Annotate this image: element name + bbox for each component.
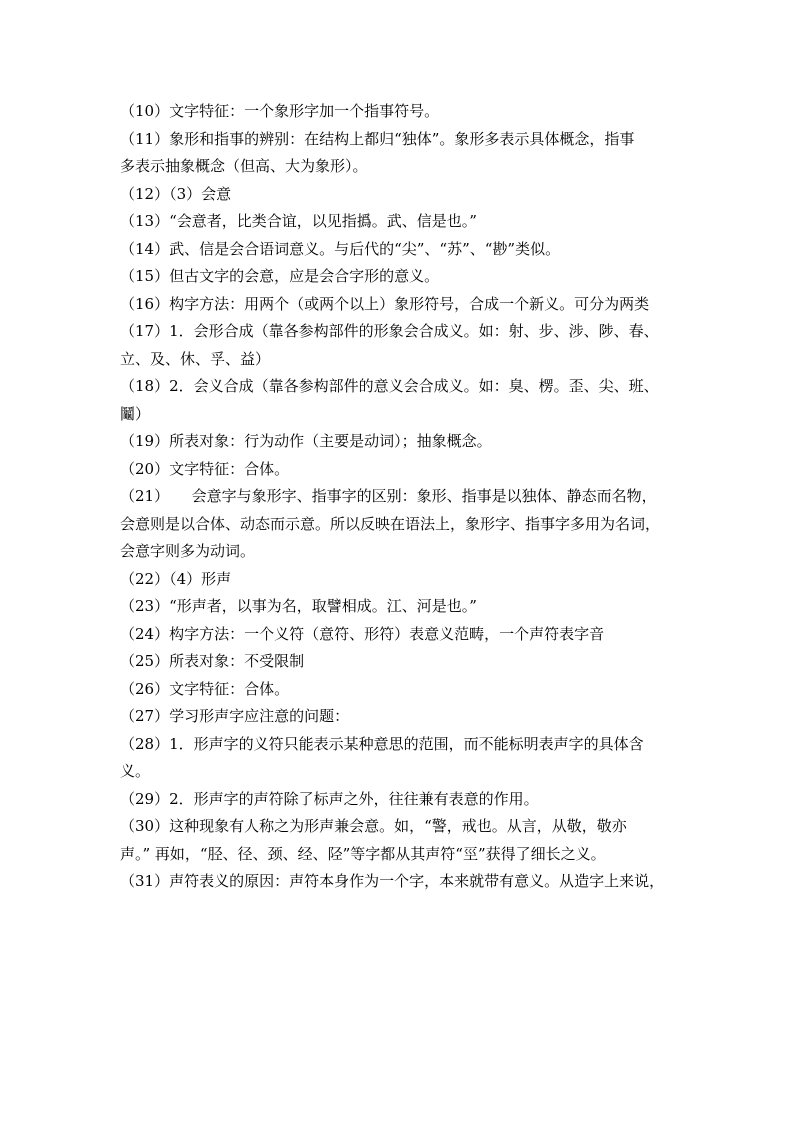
- text-line: 立、及、休、孚、益）: [120, 349, 271, 368]
- text-line: （22）（4）形声: [120, 569, 232, 588]
- text-line: （30）这种现象有人称之为形声兼会意。如，“警，戒也。从言，从敬，敬亦: [120, 817, 627, 835]
- text-line: （21） 会意字与象形字、指事字的区别：象形、指事是以独体、静态而名物，: [120, 487, 657, 505]
- text-line: （31）声符表义的原因：声符本身作为一个字，本来就带有意义。从造字上来说，: [120, 872, 665, 890]
- text-line: 会意则是以合体、动态而示意。所以反映在语法上，象形字、指事字多用为名词，: [120, 514, 661, 533]
- text-line: 义。: [120, 762, 151, 780]
- text-line: （19）所表对象：行为动作（主要是动词）；抽象概念。: [120, 432, 492, 450]
- text-line: （12）（3）会意: [120, 184, 232, 203]
- text-line: （13）“会意者，比类合谊，以见指撝。武、信是也。”: [120, 212, 477, 230]
- text-line: （14）武、信是会合语词意义。与后代的“尖”、“苏”、“尠”类似。: [120, 239, 561, 258]
- text-line: 多表示抽象概念（但高、大为象形）。: [120, 157, 368, 175]
- text-line: （11）象形和指事的辨别：在结构上都归“独体”。象形多表示具体概念，指事: [120, 129, 635, 148]
- text-line: （29）2．形声字的声符除了标声之外，往往兼有表意的作用。: [120, 789, 539, 808]
- text-line: （26）文字特征：合体。: [120, 679, 290, 698]
- text-line: （10）文字特征：一个象形字加一个指事符号。: [120, 102, 440, 120]
- text-line: （24）构字方法：一个义符（意符、形符）表意义范畴，一个声符表字音: [120, 624, 605, 643]
- document-page: [120, 98, 685, 896]
- text-line: （27）学习形声字应注意的问题：: [120, 707, 350, 725]
- text-line: （23）“形声者，以事为名，取譬相成。江、河是也。”: [120, 597, 477, 615]
- text-line: 声。” 再如，“胫、径、颈、经、陉”等字都从其声符“巠”获得了细长之义。: [120, 844, 606, 863]
- text-line: （15）但古文字的会意，应是会合字形的意义。: [120, 267, 440, 285]
- text-line: （20）文字特征：合体。: [120, 459, 290, 478]
- text-line: （16）构字方法：用两个（或两个以上）象形符号，合成一个新义。可分为两类: [120, 294, 650, 313]
- text-line: 会意字则多为动词。: [120, 542, 256, 560]
- text-line: （25）所表对象：不受限制: [120, 652, 305, 670]
- text-line: （18）2．会义合成（靠各参构部件的意义会合成义。如：臭、楞。歪、尖、班、: [120, 377, 659, 395]
- text-line: （28）1．形声字的义符只能表示某种意思的范围，而不能标明表声字的具体含: [120, 734, 644, 753]
- text-line: （17）1．会形合成（靠各参构部件的形象会合成义。如：射、步、涉、陟、春、: [120, 322, 659, 340]
- text-line: 鬮）: [120, 404, 151, 423]
